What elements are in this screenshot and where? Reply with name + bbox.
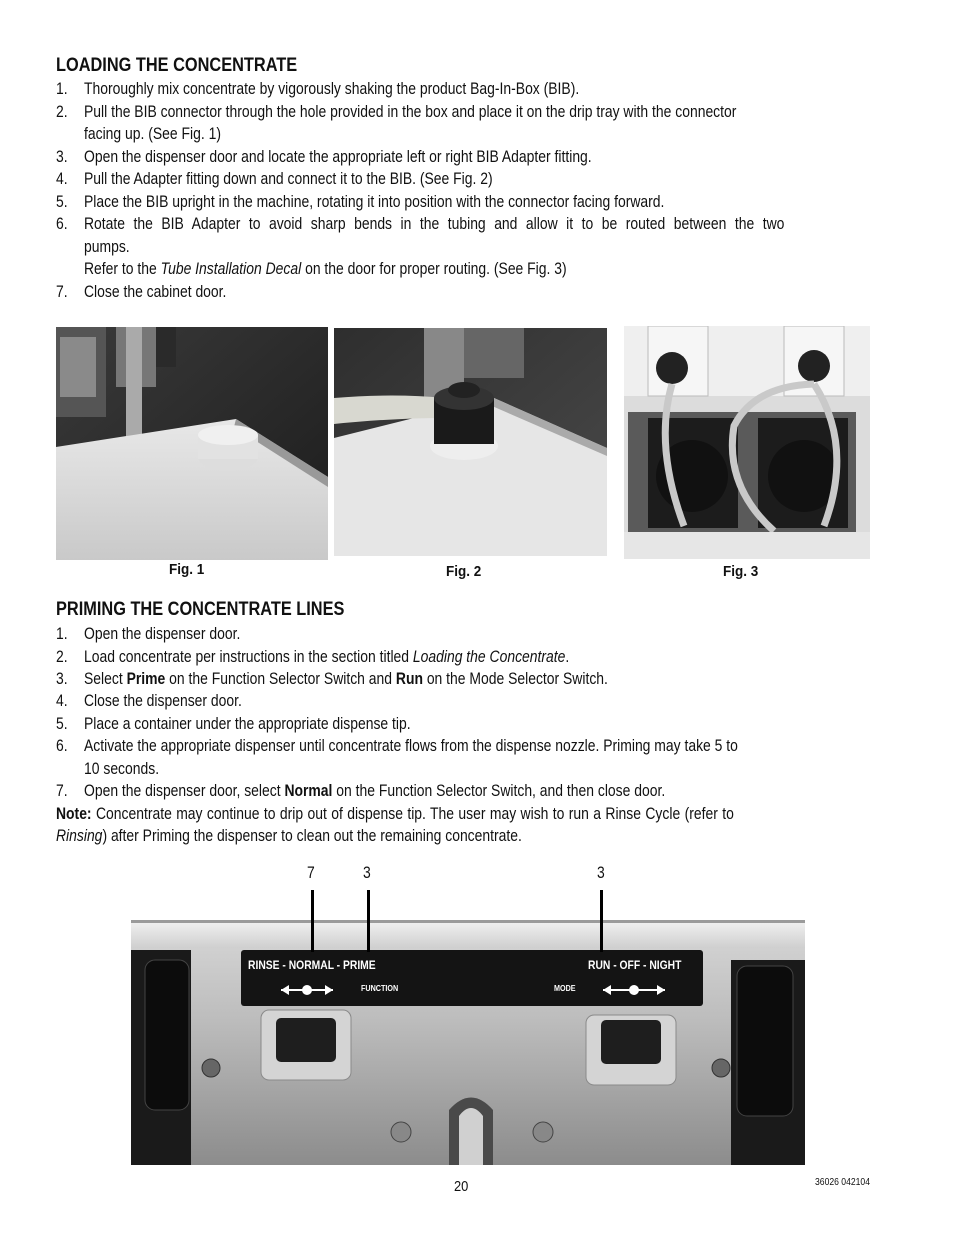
step-number: 7. [56,283,68,301]
step-number: 5. [56,193,68,211]
mode-sub-label: MODE [554,984,576,993]
callout-number: 3 [363,864,371,882]
step-text-cont: Refer to the Tube Installation Decal on the door for proper routing. (See Fig. 3) [84,260,567,278]
step-text: Activate the appropriate dispenser until concentrate flows from the dispense nozzle. Priming may take 5 to [84,737,738,755]
callout-number: 7 [307,864,315,882]
note-text-cont: Rinsing) after Priming the dispenser to clean out the remaining concentrate. [56,827,522,845]
step-text: Thoroughly mix concentrate by vigorously shaking the product Bag-In-Box (BIB). [84,80,580,98]
step-text-cont: pumps. [84,238,130,256]
step-text: Pull the BIB connector through the hole provided in the box and place it on the drip tray with the connector [84,103,737,121]
step-text: Select Prime on the Function Selector Switch and Run on the Mode Selector Switch. [84,670,608,688]
step-number: 2. [56,648,68,666]
callout-line [311,890,314,952]
fig2-caption: Fig. 2 [446,563,482,580]
step-number: 5. [56,715,68,733]
callout-number: 3 [597,864,605,882]
step-number: 6. [56,737,68,755]
note-text: Note: Concentrate may continue to drip out of dispense tip. The user may wish to run a Rinse Cycle (refer to [56,805,734,823]
step-text-cont: 10 seconds. [84,760,160,778]
step-number: 2. [56,103,68,121]
step-number: 3. [56,670,68,688]
step-number: 3. [56,148,68,166]
step-number: 1. [56,625,68,643]
step-text: Open the dispenser door. [84,625,241,643]
step-text: Open the dispenser door, select Normal on the Function Selector Switch, and then close door. [84,782,666,800]
step-text: Rotate the BIB Adapter to avoid sharp bends in the tubing and allow it to be routed between the two [84,215,785,233]
step-number: 4. [56,170,68,188]
page-number: 20 [454,1178,469,1195]
fig1-caption: Fig. 1 [169,561,205,578]
step-text: Load concentrate per instructions in the section titled Loading the Concentrate. [84,648,570,666]
fig3-caption: Fig. 3 [723,563,759,580]
step-text: Close the cabinet door. [84,283,227,301]
section-title-loading: LOADING THE CONCENTRATE [56,55,298,76]
fig2-photo [334,328,607,556]
function-sub-label: FUNCTION [361,984,399,993]
step-number: 4. [56,692,68,710]
step-text: Place a container under the appropriate dispense tip. [84,715,411,733]
fig1-photo [56,327,328,560]
step-text-cont: facing up. (See Fig. 1) [84,125,221,143]
step-text: Place the BIB upright in the machine, rotating it into position with the connector facing forward. [84,193,665,211]
step-number: 1. [56,80,68,98]
callout-line [367,890,370,952]
function-switch-label: RINSE - NORMAL - PRIME [248,958,376,972]
step-text: Open the dispenser door and locate the appropriate left or right BIB Adapter fitting. [84,148,592,166]
step-text: Close the dispenser door. [84,692,242,710]
document-code: 36026 042104 [815,1177,871,1188]
callout-line [600,890,603,952]
step-number: 7. [56,782,68,800]
step-number: 6. [56,215,68,233]
step-text: Pull the Adapter fitting down and connect it to the BIB. (See Fig. 2) [84,170,493,188]
section-title-priming: PRIMING THE CONCENTRATE LINES [56,599,345,620]
mode-switch-label: RUN - OFF - NIGHT [588,958,682,972]
fig3-photo [624,326,870,559]
selector-switch-panel-photo [131,920,805,1165]
